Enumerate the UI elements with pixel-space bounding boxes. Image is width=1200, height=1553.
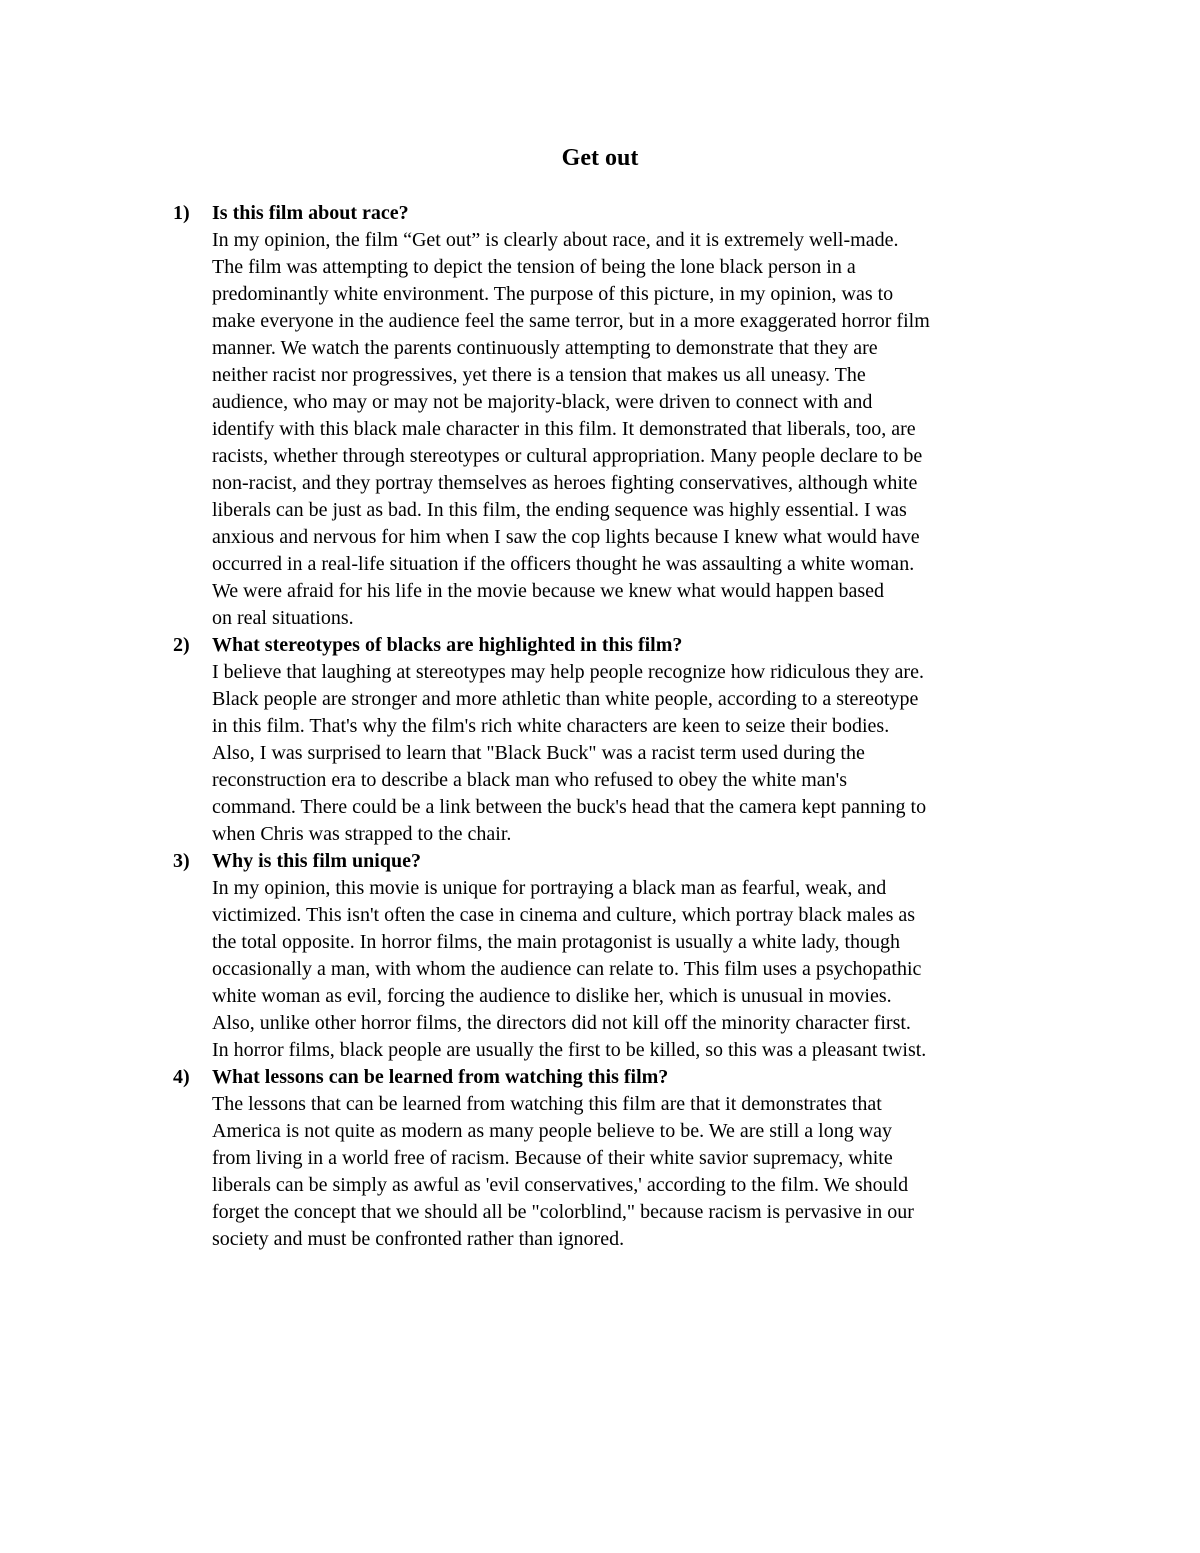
answer-paragraph bbox=[212, 659, 1092, 848]
question-heading: What stereotypes of blacks are highlighted in this film? bbox=[212, 634, 683, 656]
answer-line: I believe that laughing at stereotypes may help people recognize how ridiculous they are. bbox=[212, 661, 924, 683]
answer-line: anxious and nervous for him when I saw the cop lights because I knew what would have bbox=[212, 526, 920, 548]
question-heading: Is this film about race? bbox=[212, 202, 409, 224]
question-item bbox=[0, 632, 1200, 848]
answer-line: manner. We watch the parents continuously attempting to demonstrate that they are bbox=[212, 337, 878, 359]
answer-line: from living in a world free of racism. Because of their white savior supremacy, white bbox=[212, 1147, 893, 1169]
question-number: 4) bbox=[173, 1066, 190, 1088]
answer-line: neither racist nor progressives, yet there is a tension that makes us all uneasy. The bbox=[212, 364, 866, 386]
answer-line: occasionally a man, with whom the audience can relate to. This film uses a psychopathic bbox=[212, 958, 922, 980]
question-number: 1) bbox=[173, 202, 190, 224]
answer-line: reconstruction era to describe a black man who refused to obey the white man's bbox=[212, 769, 848, 791]
answer-paragraph bbox=[212, 1091, 1092, 1253]
question-number: 3) bbox=[173, 850, 190, 872]
answer-line: in this film. That's why the film's rich white characters are keen to seize their bodies. bbox=[212, 715, 890, 737]
question-list bbox=[0, 200, 1200, 1253]
answer-line: The film was attempting to depict the tension of being the lone black person in a bbox=[212, 256, 856, 278]
answer-line: liberals can be just as bad. In this film, the ending sequence was highly essential. I was bbox=[212, 499, 907, 521]
question-item bbox=[0, 848, 1200, 1064]
answer-line: predominantly white environment. The purpose of this picture, in my opinion, was to bbox=[212, 283, 894, 305]
answer-line: In horror films, black people are usually the first to be killed, so this was a pleasant twist. bbox=[212, 1039, 927, 1061]
answer-line: Also, unlike other horror films, the directors did not kill off the minority character first. bbox=[212, 1012, 911, 1034]
answer-line: make everyone in the audience feel the same terror, but in a more exaggerated horror film bbox=[212, 310, 930, 332]
answer-line: In my opinion, the film “Get out” is clearly about race, and it is extremely well-made. bbox=[212, 229, 899, 251]
answer-line: Black people are stronger and more athletic than white people, according to a stereotype bbox=[212, 688, 919, 710]
question-item bbox=[0, 1064, 1200, 1253]
document-title: Get out bbox=[561, 145, 639, 171]
question-heading: What lessons can be learned from watching this film? bbox=[212, 1066, 669, 1088]
question-heading: Why is this film unique? bbox=[212, 850, 421, 872]
answer-line: command. There could be a link between the buck's head that the camera kept panning to bbox=[212, 796, 927, 818]
answer-line: when Chris was strapped to the chair. bbox=[212, 823, 512, 845]
answer-line: Also, I was surprised to learn that "Black Buck" was a racist term used during the bbox=[212, 742, 865, 764]
answer-line: occurred in a real-life situation if the officers thought he was assaulting a white woman. bbox=[212, 553, 915, 575]
answer-line: society and must be confronted rather than ignored. bbox=[212, 1228, 625, 1250]
answer-paragraph bbox=[212, 875, 1092, 1064]
answer-line: the total opposite. In horror films, the main protagonist is usually a white lady, though bbox=[212, 931, 901, 953]
question-number: 2) bbox=[173, 634, 190, 656]
answer-line: The lessons that can be learned from watching this film are that it demonstrates that bbox=[212, 1093, 882, 1115]
answer-line: America is not quite as modern as many people believe to be. We are still a long way bbox=[212, 1120, 893, 1142]
answer-line: liberals can be simply as awful as 'evil conservatives,' according to the film. We should bbox=[212, 1174, 909, 1196]
answer-line: forget the concept that we should all be "colorblind," because racism is pervasive in our bbox=[212, 1201, 914, 1223]
answer-line: racists, whether through stereotypes or cultural appropriation. Many people declare to be bbox=[212, 445, 923, 467]
answer-line: We were afraid for his life in the movie because we knew what would happen based bbox=[212, 580, 885, 602]
answer-line: victimized. This isn't often the case in cinema and culture, which portray black males as bbox=[212, 904, 916, 926]
answer-line: In my opinion, this movie is unique for portraying a black man as fearful, weak, and bbox=[212, 877, 887, 899]
answer-line: white woman as evil, forcing the audience to dislike her, which is unusual in movies. bbox=[212, 985, 892, 1007]
answer-line: audience, who may or may not be majority-black, were driven to connect with and bbox=[212, 391, 873, 413]
answer-line: on real situations. bbox=[212, 607, 354, 629]
answer-line: identify with this black male character in this film. It demonstrated that liberals, too, are bbox=[212, 418, 916, 440]
answer-line: non-racist, and they portray themselves as heroes fighting conservatives, although white bbox=[212, 472, 918, 494]
question-item bbox=[0, 200, 1200, 632]
answer-paragraph bbox=[212, 227, 1092, 632]
